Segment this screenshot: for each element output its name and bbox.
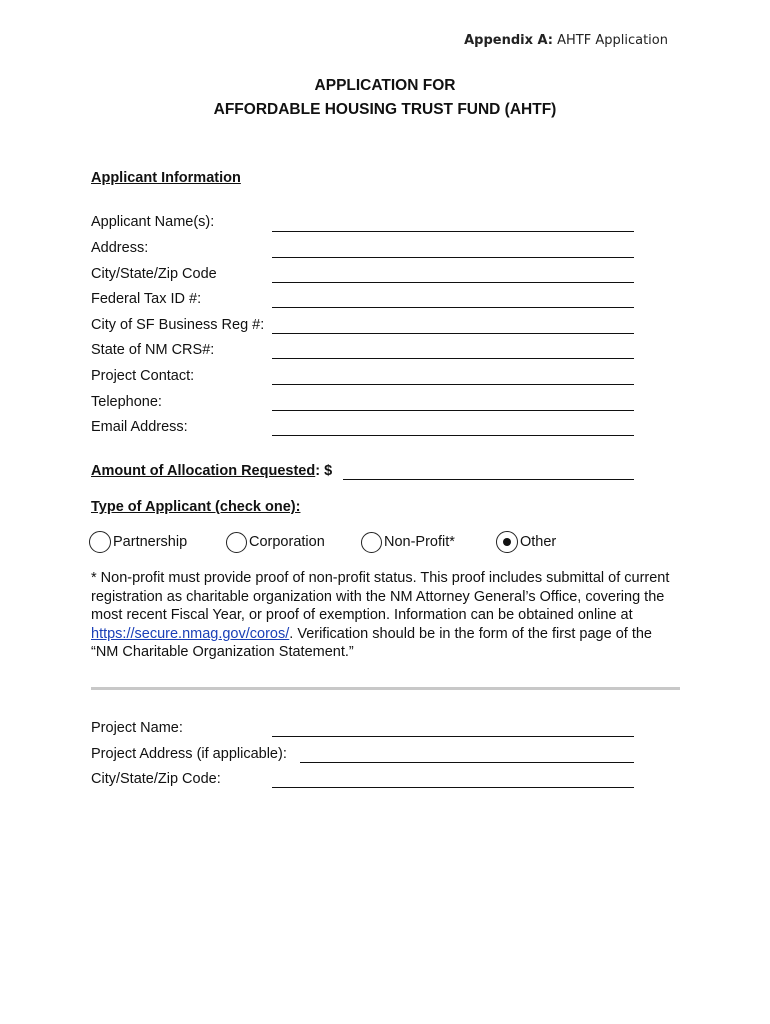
nm-crs-field[interactable]: [272, 338, 634, 359]
form-title-line-2: AFFORDABLE HOUSING TRUST FUND (AHTF): [213, 101, 557, 118]
form-title-line-1: APPLICATION FOR: [314, 77, 456, 94]
project-contact-field[interactable]: [272, 364, 634, 385]
applicant-type-heading: Type of Applicant (check one):: [91, 499, 301, 515]
applicant-name-label: Applicant Name(s):: [91, 214, 215, 230]
radio-circle-icon[interactable]: [89, 531, 111, 553]
radio-label-other: Other: [520, 534, 557, 550]
project-city-state-zip-field[interactable]: [272, 767, 634, 788]
radio-circle-icon[interactable]: [361, 532, 382, 553]
telephone-label: Telephone:: [91, 394, 162, 410]
radio-checked-icon[interactable]: [496, 531, 518, 553]
allocation-dollar-sign: : $: [315, 463, 333, 479]
appendix-label: Appendix A:: [464, 33, 553, 48]
allocation-amount-field[interactable]: [343, 459, 634, 480]
email-label: Email Address:: [91, 419, 188, 435]
allocation-label: Amount of Allocation Requested: [91, 463, 316, 479]
sf-business-reg-field[interactable]: [272, 313, 634, 334]
non-profit-note: [91, 569, 681, 662]
radio-option-partnership[interactable]: [89, 530, 187, 554]
telephone-field[interactable]: [272, 390, 634, 411]
nm-crs-label: State of NM CRS#:: [91, 342, 215, 358]
radio-dot-icon: [503, 538, 511, 546]
section-divider: [91, 687, 680, 690]
project-city-state-zip-label: City/State/Zip Code:: [91, 771, 221, 787]
appendix-header: [464, 33, 668, 48]
note-text-after: . Verification should be in the form of the first page of the “NM Charitable Organization Statement.”: [91, 625, 652, 661]
project-address-label: Project Address (if applicable):: [91, 746, 287, 762]
project-address-field[interactable]: [300, 742, 634, 763]
note-text-before: * Non-profit must provide proof of non-profit status. This proof includes submittal of current registration as charitable organization with the NM Attorney General’s Office, covering the most recent Fiscal Year, or proof of exemption. Information can be obtained online at: [91, 570, 670, 624]
radio-label-partnership: Partnership: [113, 534, 188, 550]
radio-circle-icon[interactable]: [226, 532, 247, 553]
federal-tax-id-label: Federal Tax ID #:: [91, 291, 202, 307]
address-field[interactable]: [272, 237, 634, 258]
radio-label-non-profit: Non-Profit*: [384, 534, 455, 550]
sf-business-reg-label: City of SF Business Reg #:: [91, 317, 265, 333]
applicant-info-heading: Applicant Information: [91, 170, 241, 186]
applicant-type-radio-group: [89, 530, 649, 556]
coros-link[interactable]: https://secure.nmag.gov/coros/: [91, 625, 290, 642]
appendix-title: AHTF Application: [553, 33, 668, 48]
email-field[interactable]: [272, 415, 634, 436]
radio-option-corporation[interactable]: [226, 530, 325, 554]
project-name-field[interactable]: [272, 716, 634, 737]
city-state-zip-label: City/State/Zip Code: [91, 266, 217, 282]
radio-option-other[interactable]: [496, 530, 556, 554]
applicant-name-field[interactable]: [272, 211, 634, 232]
project-name-label: Project Name:: [91, 720, 183, 736]
address-label: Address:: [91, 240, 149, 256]
radio-option-non-profit[interactable]: [361, 530, 455, 554]
radio-label-corporation: Corporation: [249, 534, 325, 550]
federal-tax-id-field[interactable]: [272, 287, 634, 308]
city-state-zip-field[interactable]: [272, 262, 634, 283]
project-contact-label: Project Contact:: [91, 368, 195, 384]
allocation-label-row: [91, 463, 332, 479]
